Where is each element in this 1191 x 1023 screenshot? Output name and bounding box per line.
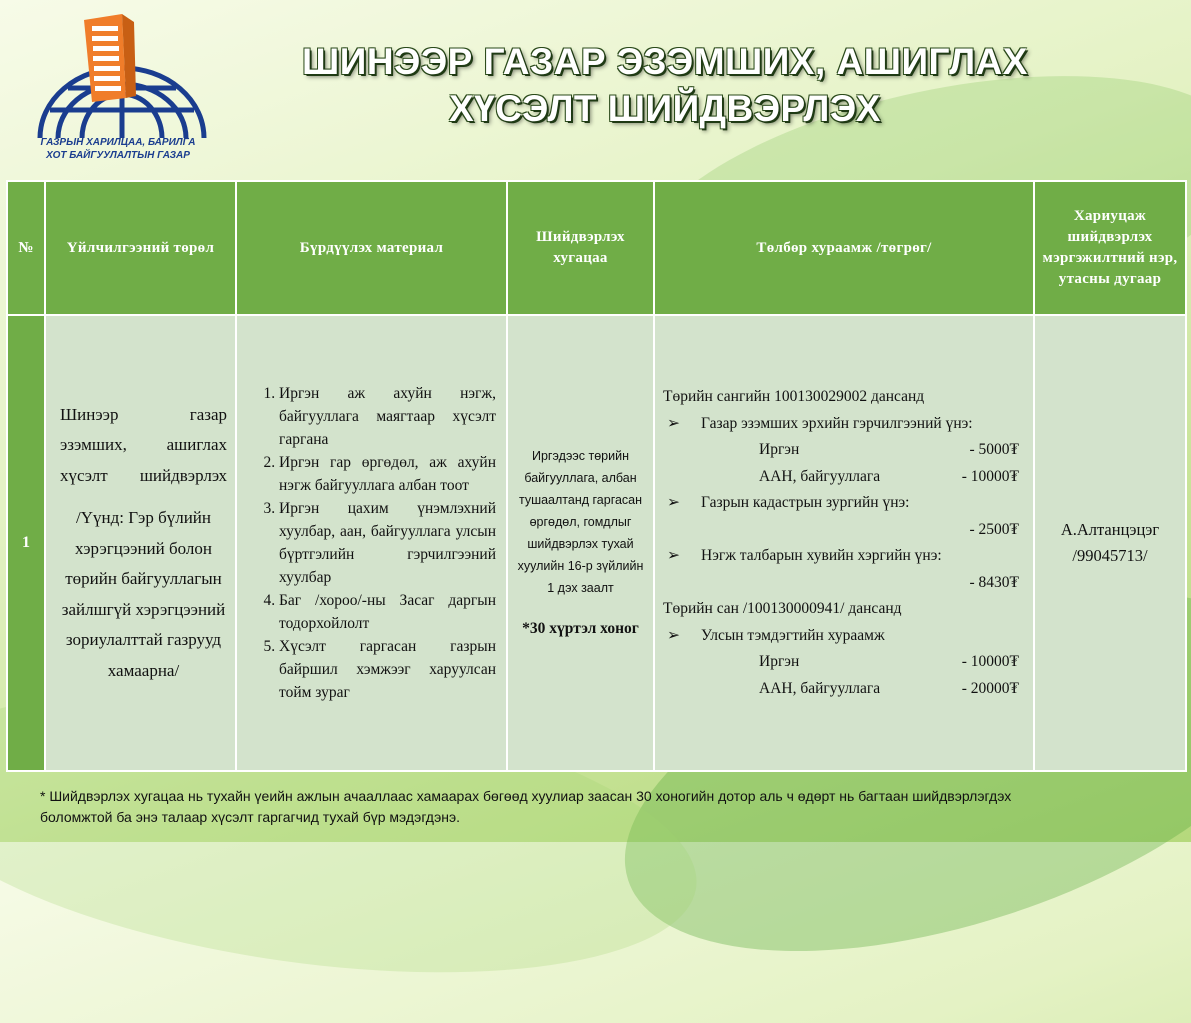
fee-item bbox=[663, 490, 1023, 517]
footnote: * Шийдвэрлэх хугацаа нь тухайн үеийн ажлын ачааллаас хамаарах бөгөөд хуулиар заасан 30 хоногийн дотор аль ч өдөрт нь багтаан шийдвэрлэгдэх боломжтой ба энэ талаар хүсэлт гаргагчид тухай бүр мэдэгдэнэ. bbox=[40, 788, 1012, 825]
fee-item bbox=[663, 543, 1023, 570]
fee-subrow-value: - 5000₮ bbox=[969, 441, 1019, 458]
logo-caption-line: ХОТ БАЙГУУЛАЛТЫН ГАЗАР bbox=[46, 150, 190, 161]
list-item: 1. Иргэн аж ахуйн нэгж, байгууллага маягтаар хүсэлт гаргана bbox=[279, 382, 496, 451]
deadline-cell bbox=[507, 315, 654, 771]
list-item: 3. Иргэн цахим үнэмлэхний хуулбар, аан, байгууллага улсын бүртгэлийн гэрчилгээний хуулбар bbox=[279, 497, 496, 589]
deadline-description: Иргэдээс төрийн байгууллага, албан тушаалтанд гаргасан өргөдөл, гомдлыг шийдвэрлэх тухай хуулийн 16-р зүйлийн 1 дэх заалт bbox=[517, 449, 644, 595]
fee-subrow bbox=[663, 649, 1023, 676]
fee-subrow-value: - 10000₮ bbox=[961, 653, 1019, 670]
service-cell bbox=[45, 315, 236, 771]
fee-subrow-value: - 10000₮ bbox=[961, 467, 1019, 485]
arrow-bullet-icon: ➢ bbox=[667, 547, 680, 564]
fee-account-1: Төрийн сангийн 100130029002 дансанд bbox=[663, 388, 925, 405]
fee-account-2: Төрийн сан /100130000941/ дансанд bbox=[663, 600, 902, 617]
header-materials: Бүрдүүлэх материал bbox=[236, 181, 507, 315]
header-deadline: Шийдвэрлэх хугацаа bbox=[507, 181, 654, 315]
arrow-bullet-icon: ➢ bbox=[667, 494, 680, 511]
list-item: 4. Баг /хороо/-ны Засаг даргын тодорхойлолт bbox=[279, 589, 496, 635]
list-item: 2. Иргэн гар өргөдөл, аж ахуйн нэгж байгууллага албан тоот bbox=[279, 451, 496, 497]
table-row bbox=[7, 315, 1186, 771]
fee-subrow-label: Иргэн bbox=[759, 441, 800, 458]
header-number: № bbox=[7, 181, 45, 315]
fee-item bbox=[663, 411, 1023, 438]
table-header-row bbox=[7, 181, 1186, 315]
page-title-line: ШИНЭЭР ГАЗАР ЭЗЭМШИХ, АШИГЛАХ bbox=[302, 41, 1028, 82]
fee-subrow-label: ААН, байгууллага bbox=[759, 467, 881, 485]
fee-item-label: Нэгж талбарын хувийн хэргийн үнэ: bbox=[701, 547, 942, 564]
contact-name: А.Алтанцэцэг bbox=[1060, 520, 1160, 539]
fee-subrow bbox=[663, 676, 1023, 703]
fee-item bbox=[663, 623, 1023, 650]
fee-subrow-label: Иргэн bbox=[759, 653, 800, 670]
fee-subrow-label: ААН, байгууллага bbox=[759, 679, 881, 697]
logo-caption bbox=[18, 136, 218, 162]
header-fee: Төлбөр хураамж /төгрөг/ bbox=[654, 181, 1034, 315]
fee-item-label: Улсын тэмдэгтийн хураамж bbox=[701, 626, 885, 644]
fee-subrow-value: - 20000₮ bbox=[961, 679, 1019, 697]
fee-item-value: - 2500₮ bbox=[969, 520, 1019, 538]
fee-item-label: Газар эзэмших эрхийн гэрчилгээний үнэ: bbox=[701, 414, 973, 432]
contact-phone: /99045713/ bbox=[1072, 546, 1148, 565]
fee-cell bbox=[654, 315, 1034, 771]
service-table bbox=[6, 180, 1187, 772]
deadline-term: *30 хүртэл хоног bbox=[522, 620, 639, 637]
contact-cell bbox=[1034, 315, 1186, 771]
arrow-bullet-icon: ➢ bbox=[667, 626, 680, 644]
service-title: Шинээр газар эзэмших, ашиглах хүсэлт шийдвэрлэх bbox=[60, 404, 227, 485]
header-service-type: Үйлчилгээний төрөл bbox=[45, 181, 236, 315]
service-note: /Үүнд: Гэр бүлийн хэрэгцээний болон төрийн байгууллагын зайлшгүй хэрэгцээний зориулалттай газрууд хамаарна/ bbox=[61, 508, 226, 680]
fee-item-value: - 8430₮ bbox=[969, 573, 1019, 591]
header-contact: Хариуцаж шийдвэрлэх мэргэжилтний нэр, утасны дугаар bbox=[1034, 181, 1186, 315]
logo-caption-line: ГАЗРЫН ХАРИЛЦАА, БАРИЛГА bbox=[40, 137, 196, 148]
arrow-bullet-icon: ➢ bbox=[667, 414, 680, 432]
fee-subrow bbox=[663, 437, 1023, 464]
fee-subrow bbox=[663, 464, 1023, 491]
materials-cell bbox=[236, 315, 507, 771]
materials-list bbox=[243, 382, 496, 704]
row-number: 1 bbox=[7, 315, 45, 771]
page-title-line: ХҮСЭЛТ ШИЙДВЭРЛЭХ bbox=[449, 88, 881, 129]
list-item: 5. Хүсэлт гаргасан газрын байршил хэмжээг харуулсан тойм зураг bbox=[279, 635, 496, 704]
fee-item-label: Газрын кадастрын зургийн үнэ: bbox=[701, 494, 910, 511]
page-title bbox=[250, 38, 1080, 132]
